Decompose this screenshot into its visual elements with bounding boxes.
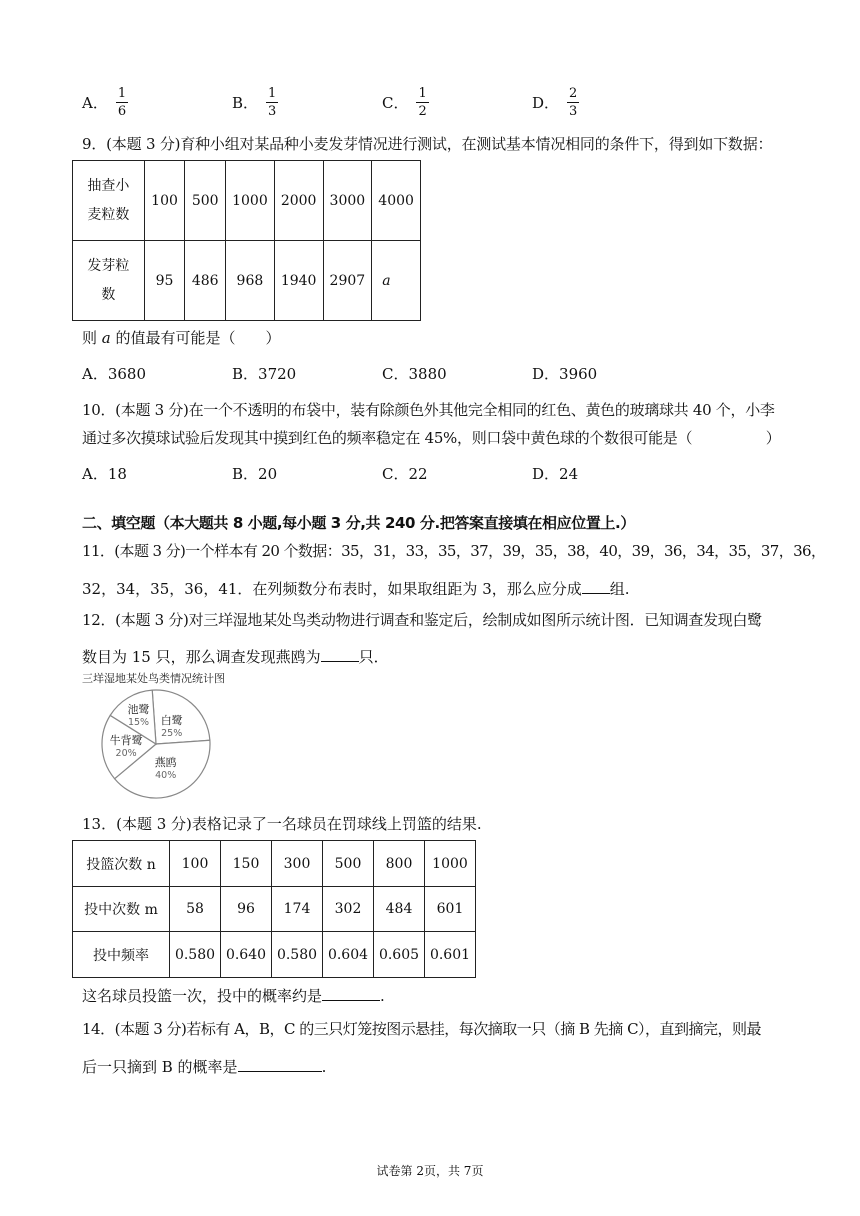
denominator: 3	[268, 103, 277, 119]
table-cell: 968	[226, 241, 275, 321]
variable: a	[101, 329, 111, 347]
slice-value-label: 25%	[161, 727, 183, 739]
q9-option-b: B．3720	[232, 364, 297, 383]
table-cell: 601	[425, 887, 476, 932]
q10-line2: 通过多次摸球试验后发现其中摸到红色的频率稳定在 45%，则口袋中黄色球的个数很可能是（ ）	[82, 429, 781, 447]
table-cell: 500	[323, 841, 374, 887]
slice-value-label: 20%	[115, 748, 137, 760]
header-line: 发芽粒	[87, 257, 130, 274]
table-cell: a	[372, 241, 421, 321]
option-label: D．	[532, 93, 560, 112]
table-cell: 95	[144, 241, 185, 321]
option-label: C．	[382, 93, 409, 112]
table-row-header	[73, 241, 145, 321]
q13-table	[72, 840, 476, 978]
table-cell: 100	[170, 841, 221, 887]
numerator: 1	[418, 85, 427, 101]
text: 后一只摘到 B 的概率是	[82, 1058, 238, 1076]
q10-option-d: D．24	[532, 464, 579, 483]
q14-line2	[82, 1057, 782, 1075]
denominator: 3	[569, 103, 578, 119]
table-cell: 4000	[372, 161, 421, 241]
fraction	[266, 87, 278, 118]
page-footer: 试卷第 2页，共 7页	[376, 1164, 484, 1178]
table-row-header	[73, 161, 145, 241]
text: .	[321, 1058, 327, 1076]
q13-ask	[82, 986, 782, 1004]
table-cell: 0.605	[374, 932, 425, 978]
q8-option-a	[82, 87, 128, 117]
table-row	[73, 887, 476, 932]
table-cell: 302	[323, 887, 374, 932]
q10-options	[82, 458, 782, 488]
numerator: 1	[268, 85, 277, 101]
slice-label: 牛背鹭	[109, 734, 143, 748]
text: 只．	[358, 648, 389, 666]
q9-option-d: D．3960	[532, 364, 598, 383]
table-row-header: 投中次数 m	[73, 887, 170, 932]
numerator: 2	[569, 85, 578, 101]
q9-options	[82, 358, 782, 388]
q12-line1: 12．(本题 3 分)对三垟湿地某处鸟类动物进行调查和鉴定后，绘制成如图所示统计图．已知调查发现白鹭	[82, 611, 762, 629]
q8-option-b	[232, 87, 278, 117]
chart-title: 三垟湿地某处鸟类情况统计图	[82, 672, 225, 685]
slice-label: 池鹭	[127, 702, 150, 716]
text: 32，34，35，36，41．在列频数分布表时，如果取组距为 3，那么应分成	[82, 580, 582, 598]
table-row-header: 投中频率	[73, 932, 170, 978]
pie-chart	[90, 688, 220, 800]
table-cell: 150	[221, 841, 272, 887]
q13-stem: 13．(本题 3 分)表格记录了一名球员在罚球线上罚篮的结果.	[82, 815, 482, 833]
q10-option-b: B．20	[232, 464, 278, 483]
table-cell: 174	[272, 887, 323, 932]
table-cell: 1940	[274, 241, 323, 321]
table-cell: 2000	[274, 161, 323, 241]
numerator: 1	[117, 85, 127, 101]
q9-ask	[82, 331, 782, 346]
table-row	[73, 161, 421, 241]
q12-line2	[82, 647, 782, 665]
table-row	[73, 932, 476, 978]
text: .	[380, 987, 385, 1005]
slice-label: 燕鸥	[154, 756, 177, 770]
table-cell: 1000	[425, 841, 476, 887]
text: 数目为 15 只，那么调查发现燕鸥为	[82, 648, 321, 666]
q10-line1: 10．(本题 3 分)在一个不透明的布袋中，装有除颜色外其他完全相同的红色、黄色的玻璃球共 40 个，小李	[82, 401, 775, 419]
table-cell: 0.640	[221, 932, 272, 978]
fraction	[116, 87, 128, 118]
q8-options	[82, 87, 782, 117]
text: 这名球员投篮一次，投中的概率约是	[82, 987, 323, 1005]
table-cell: 800	[374, 841, 425, 887]
table-cell: 300	[272, 841, 323, 887]
q8-option-d	[532, 87, 579, 117]
table-cell: 0.580	[272, 932, 323, 978]
table-cell: 0.601	[425, 932, 476, 978]
table-cell: 2907	[323, 241, 372, 321]
text: 组.	[609, 580, 630, 598]
option-label: B．	[232, 93, 259, 112]
table-cell: 484	[374, 887, 425, 932]
table-row-header: 投篮次数 n	[73, 841, 170, 887]
header-line: 麦粒数	[87, 206, 130, 223]
q8-option-c	[382, 87, 429, 117]
table-cell: 58	[170, 887, 221, 932]
answer-blank	[238, 1057, 322, 1072]
answer-blank	[582, 579, 610, 594]
slice-value-label: 15%	[127, 716, 150, 728]
text: 的值最有可能是（ ）	[115, 329, 281, 347]
denominator: 2	[418, 103, 427, 119]
table-cell: 3000	[323, 161, 372, 241]
slice-label: 白鹭	[160, 713, 183, 727]
table-cell: 0.604	[323, 932, 374, 978]
fraction	[416, 87, 428, 118]
denominator: 6	[117, 103, 127, 119]
table-cell: 0.580	[170, 932, 221, 978]
header-line: 抽查小	[87, 177, 130, 194]
table-cell: 96	[221, 887, 272, 932]
q14-line1: 14．(本题 3 分)若标有 A，B，C 的三只灯笼按图示悬挂，每次摘取一只（摘 B 先摘 C），直到摘完，则最	[82, 1020, 762, 1038]
q9-option-a: A．3680	[82, 364, 147, 383]
q10-option-a: A．18	[82, 464, 127, 483]
table-row	[73, 841, 476, 887]
q9-option-c: C．3880	[382, 364, 447, 383]
answer-blank	[322, 986, 380, 1001]
q9-stem: 9．(本题 3 分)育种小组对某品种小麦发芽情况进行测试，在测试基本情况相同的条件下，得到如下数据：	[82, 135, 773, 153]
option-label: A．	[82, 93, 108, 112]
q9-table	[72, 160, 421, 321]
table-cell: 500	[185, 161, 226, 241]
slice-value-label: 40%	[155, 770, 177, 782]
q10-option-c: C．22	[382, 464, 428, 483]
q11-line2	[82, 579, 782, 597]
header-line: 数	[101, 286, 116, 303]
table-row	[73, 241, 421, 321]
table-cell: 100	[144, 161, 185, 241]
text: 则	[82, 329, 98, 347]
section-heading: 二、填空题（本大题共 8 小题,每小题 3 分,共 240 分.把答案直接填在相应位置上.）	[82, 514, 635, 532]
table-cell: 1000	[226, 161, 275, 241]
table-cell: 486	[185, 241, 226, 321]
answer-blank	[321, 647, 359, 662]
q11-line1: 11．(本题 3 分)一个样本有 20 个数据：35，31，33，35，37，39，35，38，40，39，36，34，35，37，36，	[82, 542, 826, 560]
fraction	[567, 87, 579, 118]
